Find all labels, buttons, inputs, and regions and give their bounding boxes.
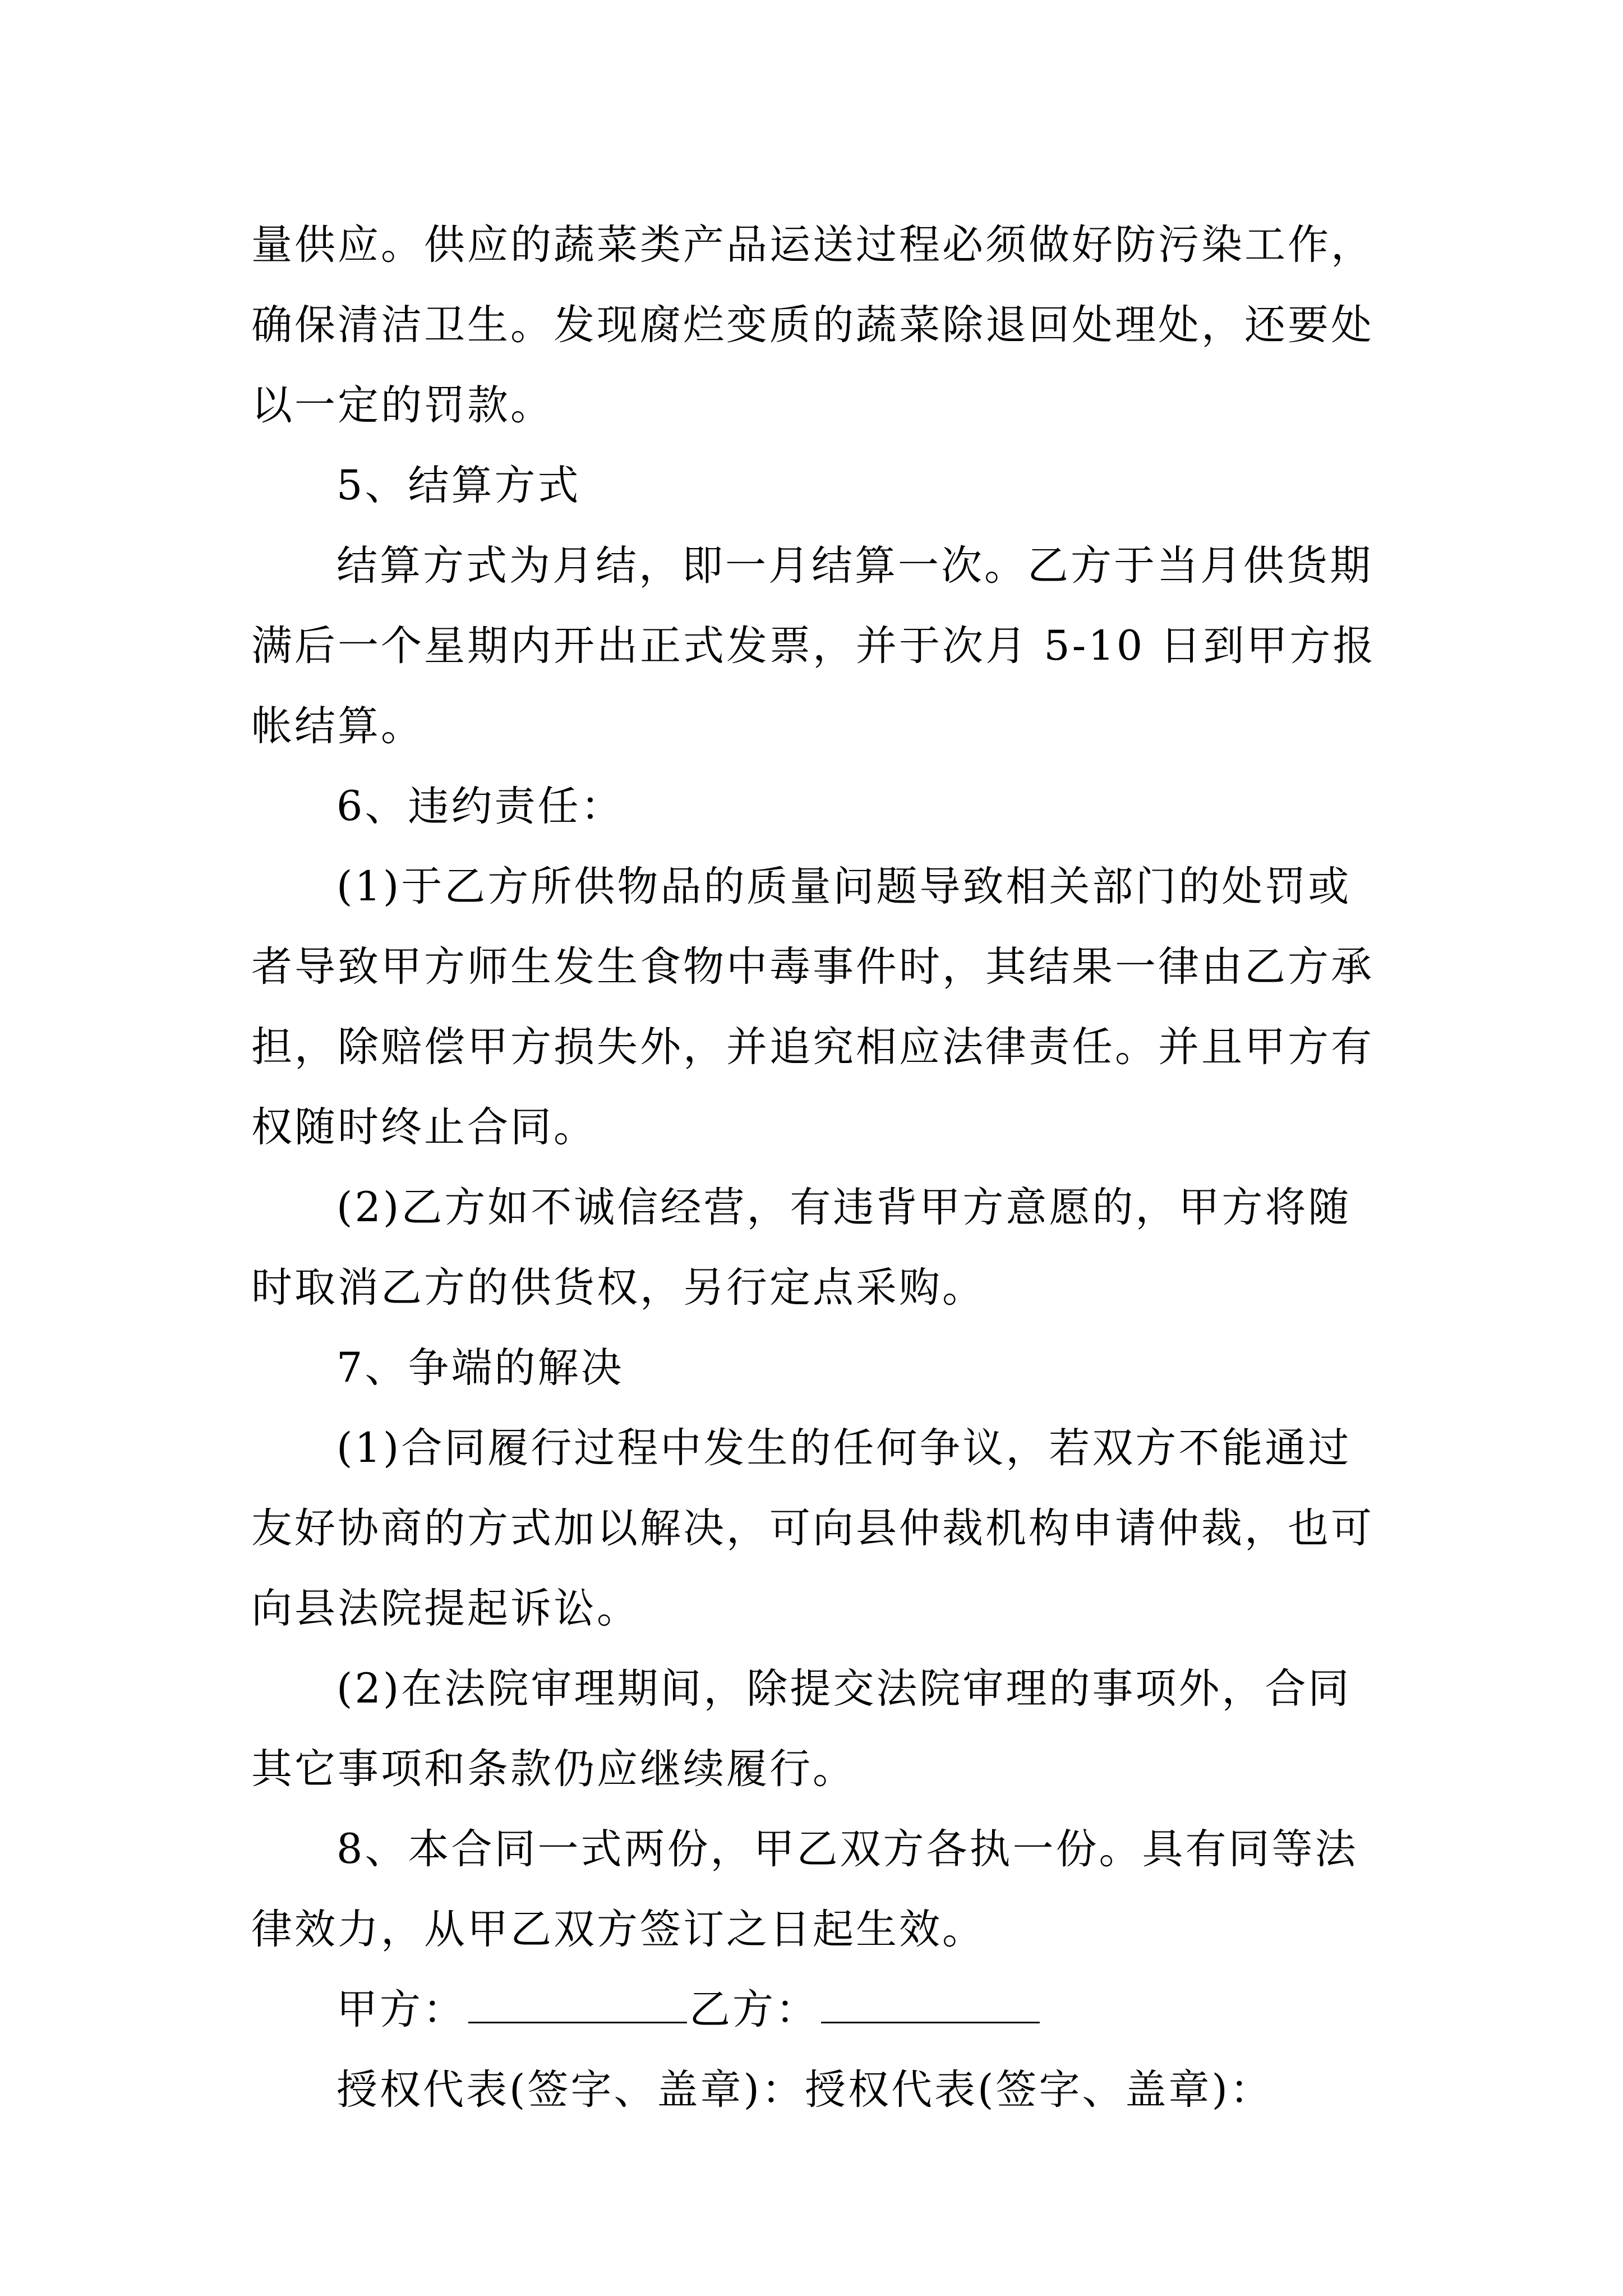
text-line: (1)合同履行过程中发生的任何争议，若双方不能通过: [336, 1424, 1352, 1472]
party-a-label: 甲方：: [336, 1986, 466, 2033]
text-line: 权随时终止合同。: [251, 1103, 597, 1151]
signature-line: [336, 1979, 1042, 2041]
text-line: 满后一个星期内开出正式发票，并于次月 5-10 日到甲方报: [251, 622, 1376, 670]
text-line: (2)乙方如不诚信经营，有违背甲方意愿的，甲方将随: [336, 1184, 1352, 1231]
text-line: 以一定的罚款。: [251, 381, 554, 429]
text-line: 8、本合同一式两份，甲乙双方各执一份。具有同等法: [336, 1825, 1358, 1873]
text-line: (1)于乙方所供物品的质量问题导致相关部门的处罚或: [336, 863, 1352, 910]
text-line: 律效力，从甲乙双方签订之日起生效。: [251, 1906, 985, 1953]
section-heading: 6、违约责任：: [336, 783, 624, 830]
text-line: 确保清洁卫生。发现腐烂变质的蔬菜除退回处理处，还要处: [251, 301, 1374, 349]
text-line: 时取消乙方的供货权，另行定点采购。: [251, 1264, 985, 1312]
party-a-blank: [468, 1982, 687, 2023]
text-line: 友好协商的方式加以解决，可向县仲裁机构申请仲裁，也可: [251, 1504, 1374, 1552]
text-line: 向县法院提起诉讼。: [251, 1585, 640, 1632]
text-line: 者导致甲方师生发生食物中毒事件时，其结果一律由乙方承: [251, 943, 1374, 991]
text-line: 担，除赔偿甲方损失外，并追究相应法律责任。并且甲方有: [251, 1023, 1374, 1071]
party-b-label: 乙方：: [689, 1986, 819, 2033]
text-line: 其它事项和条款仍应继续履行。: [251, 1745, 856, 1793]
text-line: 帐结算。: [251, 702, 424, 750]
text-line: 量供应。供应的蔬菜类产品运送过程必须做好防污染工作，: [251, 221, 1374, 269]
text-line: 结算方式为月结，即一月结算一次。乙方于当月供货期: [336, 542, 1373, 590]
section-heading: 7、争端的解决: [336, 1344, 624, 1392]
text-line: (2)在法院审理期间，除提交法院审理的事项外，合同: [336, 1665, 1352, 1713]
party-b-blank: [821, 1982, 1040, 2023]
authorized-representative-line: 授权代表(签字、盖章)：授权代表(签字、盖章)：: [336, 2066, 1273, 2114]
section-heading: 5、结算方式: [336, 462, 581, 509]
